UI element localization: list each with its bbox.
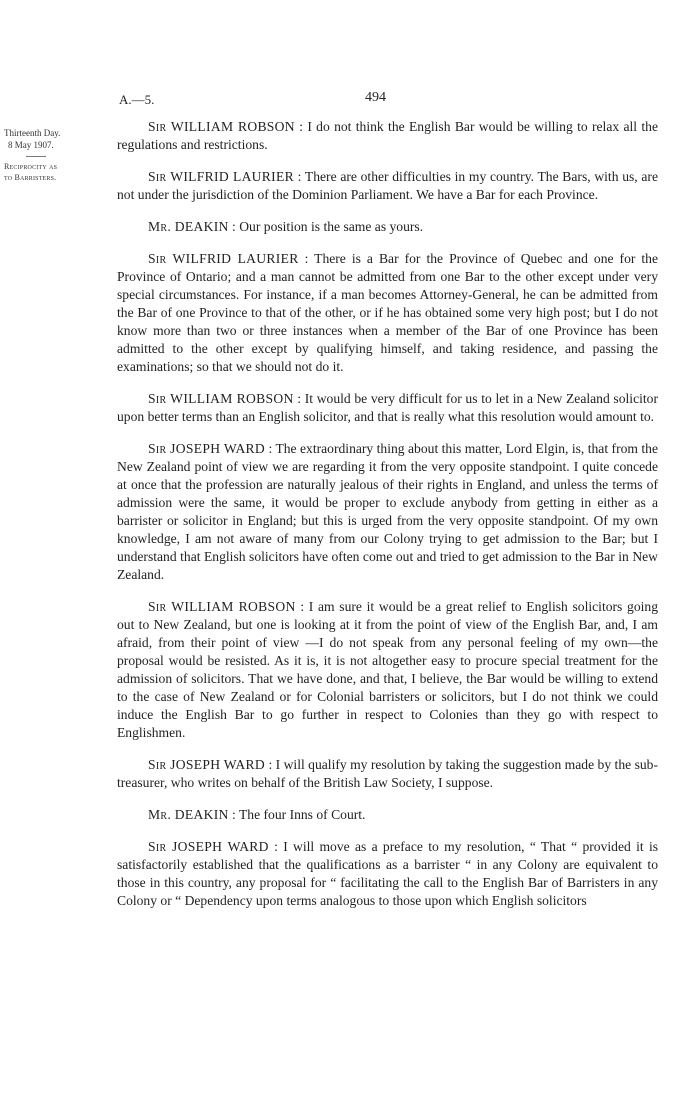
margin-subject-line: to Barristers.	[4, 173, 57, 182]
speech-paragraph: Sir JOSEPH WARD : I will qualify my resolution by taking the suggestion made by the sub-treasurer, who writes on behalf of the British Law Society, I suppose.	[117, 757, 658, 790]
speech-text: The extraordinary thing about this matter, Lord Elgin, is, that from the New Zealand point of view we are regarding it from the very opposite standpoint. I quite concede at once that the profession are naturally jealous of their rights in England, and unless the terms of admission were the same, it would be proper to exclude anybody from getting in either as a barrister or solicitor in England; but this is urged from the very opposite standpoint. Of my own knowledge, I am not aware of many from our Colony trying to get admission to the Bar; but I understand that English solicitors have often come out and tried to get admission to the Bar in New Zealand.	[117, 441, 658, 582]
speech-paragraph: Sir WILLIAM ROBSON : I do not think the English Bar would be willing to relax all the regulations and restrictions.	[117, 119, 658, 152]
speaker-name: Sir WILFRID LAURIER	[148, 169, 294, 184]
speaker-name: Sir WILLIAM ROBSON	[148, 599, 296, 614]
speaker-name: Sir JOSEPH WARD	[148, 441, 266, 456]
speaker-name: Sir JOSEPH WARD	[148, 757, 266, 772]
speech-paragraph: Sir WILFRID LAURIER : There is a Bar for the Province of Quebec and one for the Province of Ontario; and a man cannot be admitted from one Bar to the other except under very special circumstances. For instance, if a man becomes Attorney-General, he can be admitted from the Bar of one Province to that of the other, or if he has obtained some very high post; but I do not know more than two or three instances when a member of the Bar of one Province has been admitted to the other except by qualifying himself, and taking residence, and passing the examinations; so that we should not do it.	[117, 251, 659, 374]
speech-text: It would be very difficult for us to let in a New Zealand solicitor upon better terms than an English solicitor, and that is really what this resolution would amount to.	[117, 391, 658, 424]
speech-paragraph: Sir WILFRID LAURIER : There are other difficulties in my country. The Bars, with us, are not under the jurisdiction of the Dominion Parliament. We have a Bar for each Province.	[117, 169, 658, 202]
speech-text: I will qualify my resolution by taking the suggestion made by the sub-treasurer, who writes on behalf of the British Law Society, I suppose.	[117, 757, 658, 790]
speaker-name: Sir WILLIAM ROBSON	[148, 119, 295, 134]
margin-date: 8 May 1907.	[8, 140, 54, 150]
speaker-name: Mr. DEAKIN	[148, 219, 229, 234]
speaker-name: Sir WILLIAM ROBSON	[148, 391, 294, 406]
paper-reference: A.—5.	[119, 92, 155, 107]
speech-paragraph: Sir WILLIAM ROBSON : I am sure it would be a great relief to English solicitors going out to New Zealand, but one is looking at it from the point of view of the English Bar, and, I am afraid, from their point of view —I do not speak from any personal feeling of my own—the proposal would be resisted. As it is, it is not altogether easy to procure special treatment for the admission of solicitors. That we have done, and that, I believe, the Bar would be willing to extend to the case of New Zealand or for Colonial barristers or solicitors, but I do not think we could induce the English Bar to go further in respect to Colonies than they go with respect to Englishmen.	[117, 599, 658, 740]
margin-divider	[26, 156, 46, 157]
speaker-name: Sir WILFRID LAURIER	[148, 251, 299, 266]
speech-paragraph: Sir JOSEPH WARD : The extraordinary thing about this matter, Lord Elgin, is, that from the New Zealand point of view we are regarding it from the very opposite standpoint. I quite concede at once that the profession are naturally jealous of their rights in England, and unless the terms of admission were the same, it would be proper to exclude anybody from getting in either as a barrister or solicitor in England; but this is urged from the very opposite standpoint. Of my own knowledge, I am not aware of many from our Colony trying to get admission to the Bar; but I understand that English solicitors have often come out and tried to get admission to the Bar in New Zealand.	[117, 441, 658, 582]
speech-paragraph: Sir JOSEPH WARD : I will move as a preface to my resolution, “ That “ provided it is satisfactorily established that the qualifications as a barrister “ in any Colony are equivalent to those in this country, any proposal for “ facilitating the call to the English Bar of Barristers in any Colony or “ Dependency upon terms analogous to those upon which English solicitors	[117, 839, 659, 908]
speaker-name: Sir JOSEPH WARD	[148, 839, 269, 854]
speech-text: There is a Bar for the Province of Quebec and one for the Province of Ontario; and a man cannot be admitted from one Bar to the other except under very special circumstances. For instance, if a man becomes Attorney-General, he can be admitted from the Bar of one Province to that of the other, or if he has obtained some very high post; but I do not know more than two or three instances when a member of the Bar of one Province has been admitted to the other except by qualifying himself, and taking residence, and passing the examinations; so that we should not do it.	[117, 251, 659, 374]
margin-subject	[4, 161, 57, 183]
speech-text: Our position is the same as yours.	[239, 219, 424, 234]
speech-paragraph: Mr. DEAKIN : Our position is the same as yours.	[148, 219, 424, 234]
speech-text: I do not think the English Bar would be willing to relax all the regulations and restrictions.	[117, 119, 658, 152]
page-number: 494	[365, 90, 386, 105]
margin-day: Thirteenth Day.	[4, 128, 61, 138]
speech-text: The four Inns of Court.	[238, 807, 366, 822]
speech-paragraph: Sir WILLIAM ROBSON : It would be very difficult for us to let in a New Zealand solicitor upon better terms than an English solicitor, and that is really what this resolution would amount to.	[117, 391, 658, 424]
margin-subject-line: Reciprocity as	[4, 162, 58, 171]
speech-text: I am sure it would be a great relief to English solicitors going out to New Zealand, but one is looking at it from the point of view of the English Bar, and, I am afraid, from their point of view —I do not speak from any personal feeling of my own—the proposal would be resisted. As it is, it is not altogether easy to procure special treatment for the admission of solicitors. That we have done, and that, I believe, the Bar would be willing to extend to the case of New Zealand or for Colonial barristers or solicitors, but I do not think we could induce the English Bar to go further in respect to Colonies than they go with respect to Englishmen.	[117, 599, 658, 740]
speech-paragraph: Mr. DEAKIN : The four Inns of Court.	[148, 807, 366, 822]
speaker-name: Mr. DEAKIN	[148, 807, 229, 822]
speech-text: I will move as a preface to my resolution, “ That “ provided it is satisfactorily established that the qualifications as a barrister “ in any Colony are equivalent to those in this country, any proposal for “ facilitating the call to the English Bar of Barristers in any Colony or “ Dependency upon terms analogous to those upon which English solicitors	[117, 839, 659, 908]
speech-text: There are other difficulties in my country. The Bars, with us, are not under the jurisdiction of the Dominion Parliament. We have a Bar for each Province.	[117, 169, 658, 202]
transcript-body	[117, 118, 658, 922]
